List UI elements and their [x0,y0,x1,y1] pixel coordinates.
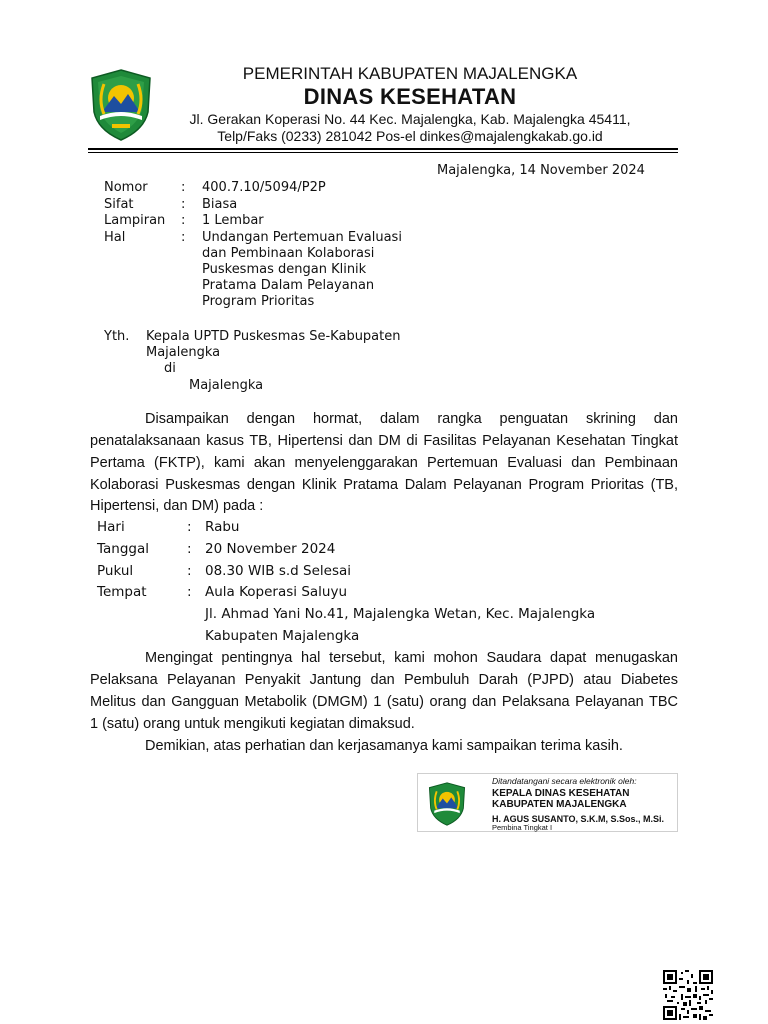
department-name: DINAS KESEHATAN [303,84,517,109]
paragraph-line: Disampaikan dengan hormat, dalam rangka penguatan skrining dan [145,411,678,427]
letterhead-rule-thick [88,148,678,150]
subject-line: Puskesmas dengan Klinik [202,262,367,277]
event-value-hari: Rabu [205,519,240,535]
event-colon: : [187,563,192,579]
regency-emblem-icon [88,68,154,142]
meta-colon: : [181,197,186,212]
subject-line: Program Prioritas [202,294,315,309]
event-label-tanggal: Tanggal [97,541,150,557]
meta-value-hal: Undangan Pertemuan Evaluasi [202,230,402,245]
signature-title-1: KEPALA DINAS KESEHATAN [492,788,630,799]
address-line-1: Jl. Gerakan Koperasi No. 44 Kec. Majalengka, Kab. Majalengka 45411, [189,111,631,127]
paragraph-line: Mengingat pentingnya hal tersebut, kami mohon Saudara dapat menugaskan [145,650,678,666]
recipient-place: Majalengka [189,378,264,393]
event-colon: : [187,584,192,600]
event-colon: : [187,519,192,535]
recipient-line-1: Kepala UPTD Puskesmas Se-Kabupaten [146,329,401,344]
closing-line: Demikian, atas perhatian dan kerjasamanya kami sampaikan terima kasih. [145,738,623,754]
event-value-tempat: Aula Koperasi Saluyu [205,584,348,600]
paragraph-line: 1 (satu) orang untuk mengikuti kegiatan dimaksud. [90,716,415,732]
meta-label-lampiran: Lampiran [104,213,166,228]
paragraph-line: Hipertensi, dan DM) pada : [90,498,264,514]
signature-name: H. AGUS SUSANTO, S.K.M, S.Sos., M.Si. [492,814,665,824]
paragraph-line: penatalaksanaan kasus TB, Hipertensi dan DM di Fasilitas Pelayanan Kesehatan Tingkat [90,433,678,449]
meta-colon: : [181,230,186,245]
subject-line: dan Pembinaan Kolaborasi [202,246,375,261]
meta-value-lampiran: 1 Lembar [202,213,264,228]
paragraph-line: Kolaborasi Puskesmas dengan Klinik Pratama Dalam Pelayanan Program Prioritas (TB, [90,477,678,493]
event-label-hari: Hari [97,519,125,535]
recipient-salutation: Yth. [104,329,130,344]
event-value-pukul: 08.30 WIB s.d Selesai [205,563,351,579]
paragraph-line: Melitus dan Gangguan Metabolik (DMGM) 1 (satu) orang dan Pelaksana Pelayanan TBC [90,694,678,710]
letter-date: Majalengka, 14 November 2024 [437,163,645,178]
paragraph-line: Pertama (FKTP), kami akan menyelenggarakan Pertemuan Evaluasi dan Pembinaan [90,455,678,471]
venue-address-line: Jl. Ahmad Yani No.41, Majalengka Wetan, Kec. Majalengka [205,606,596,622]
venue-address-line: Kabupaten Majalengka [205,628,360,644]
qr-code-icon [663,970,713,1020]
signature-rank: Pembina Tingkat I [492,823,553,832]
subject-line: Pratama Dalam Pelayanan [202,278,375,293]
regency-emblem-icon [427,781,467,827]
meta-label-sifat: Sifat [104,197,134,212]
event-value-tanggal: 20 November 2024 [205,541,336,557]
event-colon: : [187,541,192,557]
paragraph-line: Pelaksana Pelayanan Penyakit Jantung dan Pembuluh Darah (PJPD) atau Diabetes [90,672,678,688]
meta-colon: : [181,180,186,195]
meta-value-sifat: Biasa [202,197,238,212]
meta-label-nomor: Nomor [104,180,148,195]
event-label-pukul: Pukul [97,563,134,579]
address-line-2: Telp/Faks (0233) 281042 Pos-el dinkes@majalengkakab.go.id [217,128,603,144]
event-label-tempat: Tempat [97,584,147,600]
signature-title-2: KABUPATEN MAJALENGKA [492,799,627,810]
government-name: PEMERINTAH KABUPATEN MAJALENGKA [242,64,578,83]
letterhead-rule-thin [88,152,678,153]
recipient-di: di [164,361,176,376]
meta-value-nomor: 400.7.10/5094/P2P [202,180,326,195]
signature-note: Ditandatangani secara elektronik oleh: [492,776,637,786]
recipient-line-2: Majalengka [146,345,221,360]
meta-label-hal: Hal [104,230,126,245]
meta-colon: : [181,213,186,228]
